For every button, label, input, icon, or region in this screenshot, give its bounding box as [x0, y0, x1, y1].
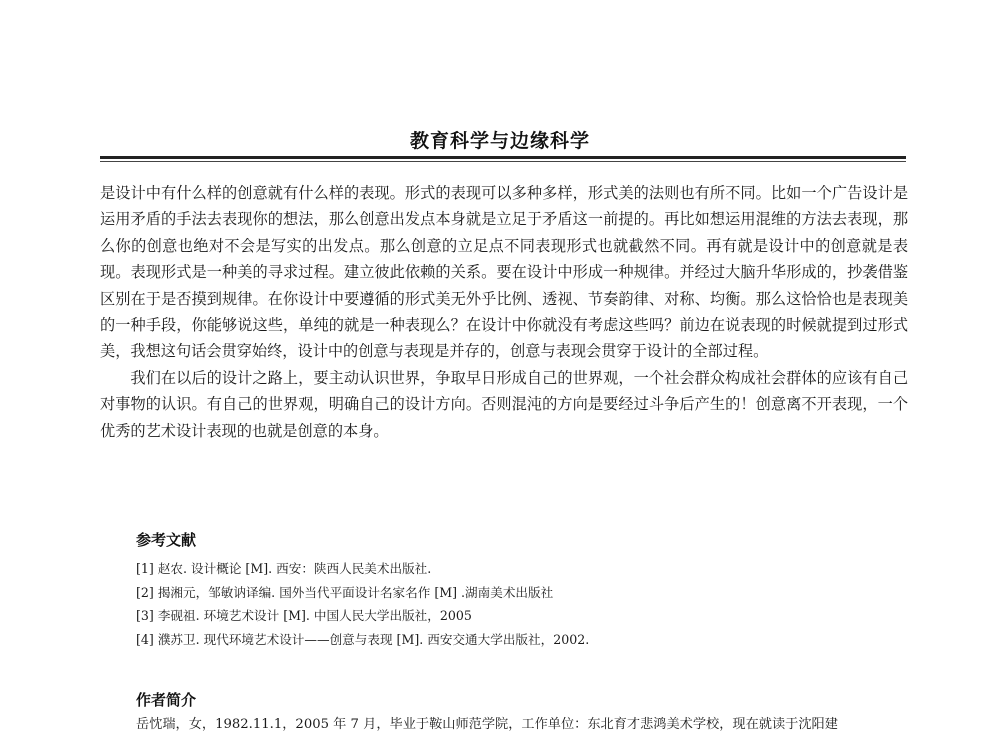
- header-rule-thin: [100, 161, 906, 162]
- references-heading: 参考文献: [136, 531, 197, 549]
- reference-item: [1] 赵农. 设计概论 [M]. 西安：陕西人民美术出版社.: [136, 561, 432, 576]
- reference-item: [3] 李砚祖. 环境艺术设计 [M]. 中国人民大学出版社，2005: [136, 608, 472, 623]
- references-list: [136, 557, 896, 651]
- article-body: [100, 180, 908, 444]
- author-heading: 作者简介: [136, 691, 197, 709]
- author-bio: 岳忱瑞，女，1982.11.1，2005 年 7 月，毕业于鞍山师范学院，工作单位：东北育才悲鸿美术学校，现在就读于沈阳建: [136, 717, 838, 732]
- header-rule-thick: [100, 156, 906, 159]
- reference-item: [4] 濮苏卫. 现代环境艺术设计——创意与表现 [M]. 西安交通大学出版社，2002.: [136, 631, 590, 647]
- journal-section-title: 教育科学与边缘科学: [409, 130, 590, 152]
- body-paragraph-2: 我们在以后的设计之路上，要主动认识世界，争取早日形成自己的世界观，一个社会群众构成社会群体的应该有自己对事物的认识。有自己的世界观，明确自己的设计方向。否则混沌的方向是要经过斗争后产生的！创意离不开表现，一个优秀的艺术设计表现的也就是创意的本身。: [100, 368, 908, 440]
- body-paragraph-1: 是设计中有什么样的创意就有什么样的表现。形式的表现可以多种多样，形式美的法则也有所不同。比如一个广告设计是运用矛盾的手法去表现你的想法，那么创意出发点本身就是立足于矛盾这一前提的。再比如想运用混维的方法去表现，那么你的创意也绝对不会是写实的出发点。那么创意的立足点不同表现形式也就截然不同。再有就是设计中的创意就是表现。表现形式是一种美的寻求过程。建立彼此依赖的关系。要在设计中形成一种规律。并经过大脑升华形成的，抄袭借鉴区别在于是否摸到规律。在你设计中要遵循的形式美无外乎比例、透视、节奏韵律、对称、均衡。那么这恰恰也是表现美的一种手段，你能够说这些，单纯的就是一种表现么？在设计中你就没有考虑这些吗？前边在说表现的时候就提到过形式美，我想这句话会贯穿始终，设计中的创意与表现是并存的，创意与表现会贯穿于设计的全部过程。: [100, 184, 908, 361]
- reference-item: [2] 揭湘元，邹敏讷译编. 国外当代平面设计名家名作 [M] .湖南美术出版社: [136, 584, 554, 600]
